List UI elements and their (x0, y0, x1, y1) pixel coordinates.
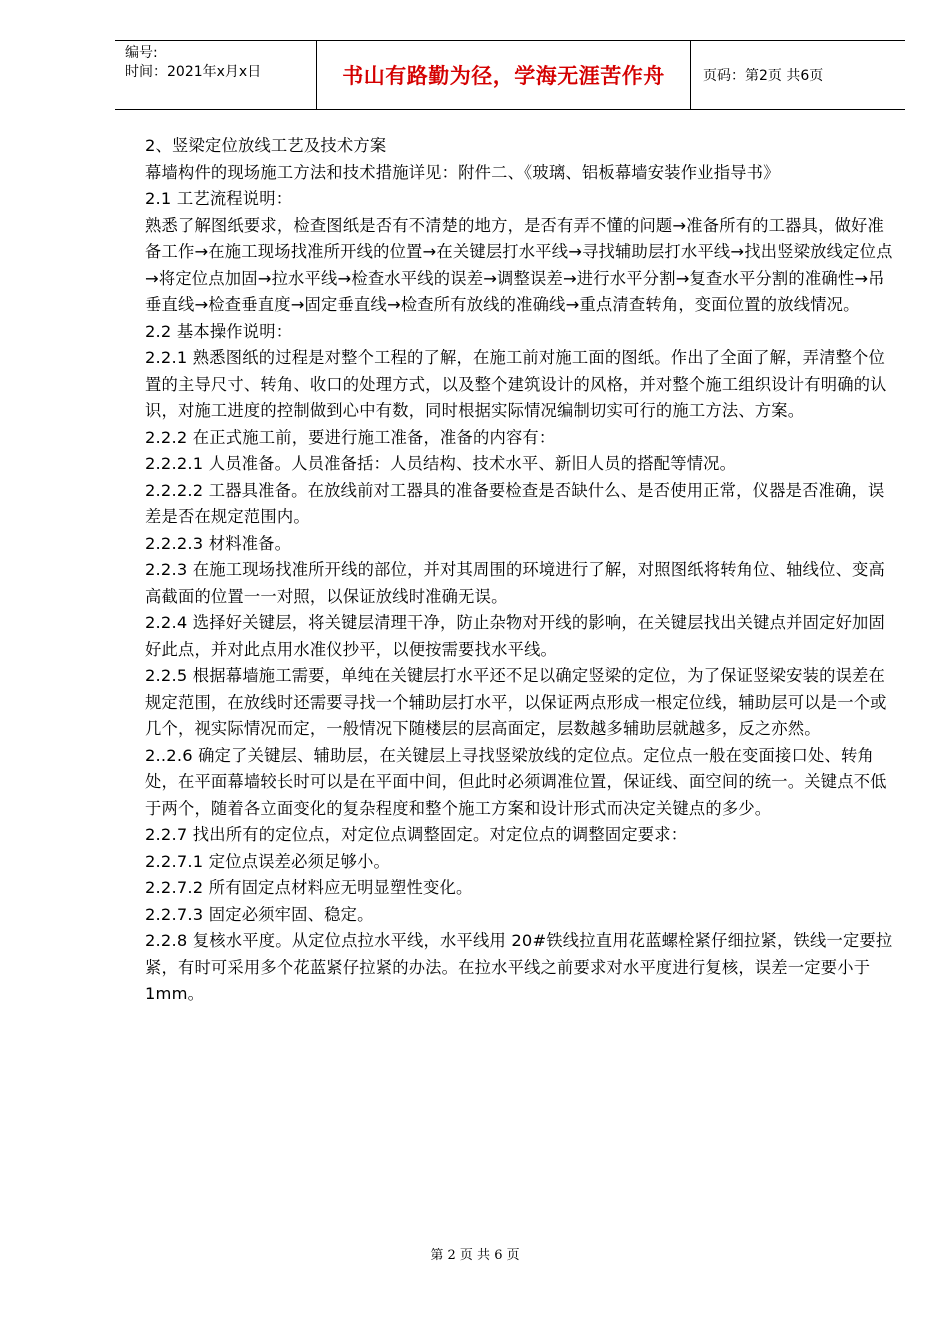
section-heading: 2、竖梁定位放线工艺及技术方案 (145, 136, 387, 155)
paragraph: 2.2.4 选择好关键层，将关键层清理干净，防止杂物对开线的影响，在关键层找出关键点并固定好加固好此点，并对此点用水准仪抄平，以便按需要找水平线。 (145, 613, 886, 659)
paragraph: 2.2.2.2 工器具准备。在放线前对工器具的准备要检查是否缺什么、是否使用正常，仪器是否准确，误差是否在规定范围内。 (145, 480, 885, 526)
paragraph: 2.2.1 熟悉图纸的过程是对整个工程的了解，在施工前对施工面的图纸。作出了全面了解，弄清整个位置的主导尺寸、转角、收口的处理方式，以及整个建筑设计的风格，并对整个施工组织设计有明确的认识，对施工进度的控制做到心中有数，同时根据实际情况编制切实可行的施工方法、方案。 (145, 348, 887, 420)
header-page-number: 页码：第2页 共6页 (703, 68, 824, 84)
paragraph: 2.2.7.1 定位点误差必须足够小。 (145, 851, 391, 871)
header-motto: 书山有路勤为径，学海无涯苦作舟 (316, 41, 691, 109)
paragraph: 2.2.2 在正式施工前，要进行施工准备，准备的内容有： (145, 427, 556, 447)
paragraph: 2.2.3 在施工现场找准所开线的部位，并对其周围的环境进行了解，对照图纸将转角位、轴线位、变高高截面的位置一一对照，以保证放线时准确无误。 (145, 560, 886, 606)
page-footer: 第 2 页 共 6 页 (430, 1248, 520, 1263)
subsection-heading: 2.1 工艺流程说明： (145, 189, 293, 208)
subsection-heading: 2.2 基本操作说明： (145, 321, 293, 341)
paragraph: 2.2.8 复核水平度。从定位点拉水平线，水平线用 20#铁线拉直用花蓝螺栓紧仔细拉紧，铁线一定要拉紧，有时可采用多个花蓝紧仔拉紧的办法。在拉水平线之前要求对水平度进行复核，误差一定要小于 1mm。 (145, 931, 893, 1003)
paragraph: 2.2.5 根据幕墙施工需要，单纯在关键层打水平还不足以确定竖梁的定位，为了保证竖梁安装的误差在规定范围，在放线时还需要寻找一个辅助层打水平，以保证两点形成一根定位线，辅助层可以是一个或几个，视实际情况而定，一般情况下随楼层的层高面定，层数越多辅助层就越多，反之亦然。 (145, 666, 887, 738)
paragraph: 2.2.7 找出所有的定位点，对定位点调整固定。对定位点的调整固定要求： (145, 825, 688, 844)
paragraph: 2.2.2.1 人员准备。人员准备括：人员结构、技术水平、新旧人员的搭配等情况。 (145, 454, 737, 473)
page-header (115, 40, 905, 110)
paragraph: 2.2.2.3 材料准备。 (145, 533, 292, 553)
document-body (145, 133, 893, 1008)
paragraph: 2..2.6 确定了关键层、辅助层，在关键层上寻找竖梁放线的定位点。定位点一般在变面接口处、转角处，在平面幕墙较长时可以是在平面中间，但此时必须调准位置，保证线、面空间的统一。关键点不低于两个，随着各立面变化的复杂程度和整个施工方案和设计形式而决定关键点的多少。 (145, 745, 887, 818)
paragraph: 熟悉了解图纸要求，检查图纸是否有不清楚的地方，是否有弄不懂的问题→准备所有的工器具，做好准备工作→在施工现场找准所开线的位置→在关键层打水平线→寻找辅助层打水平线→找出竖梁放线定位点→将定位点加固→拉水平线→检查水平线的误差→调整误差→进行水平分割→复查水平分割的准确性→吊垂直线→检查垂直度→固定垂直线→检查所有放线的准确线→重点清查转角，变面位置的放线情况。 (145, 215, 893, 314)
header-meta (115, 41, 316, 109)
paragraph: 2.2.7.2 所有固定点材料应无明显塑性变化。 (145, 878, 473, 897)
document-number-label: 编号: (125, 45, 158, 61)
paragraph: 2.2.7.3 固定必须牢固、稳定。 (145, 904, 374, 924)
paragraph: 幕墙构件的现场施工方法和技术措施详见：附件二、《玻璃、铝板幕墙安装作业指导书》 (145, 162, 780, 182)
document-time-label: 时间：2021年x月x日 (125, 64, 262, 80)
